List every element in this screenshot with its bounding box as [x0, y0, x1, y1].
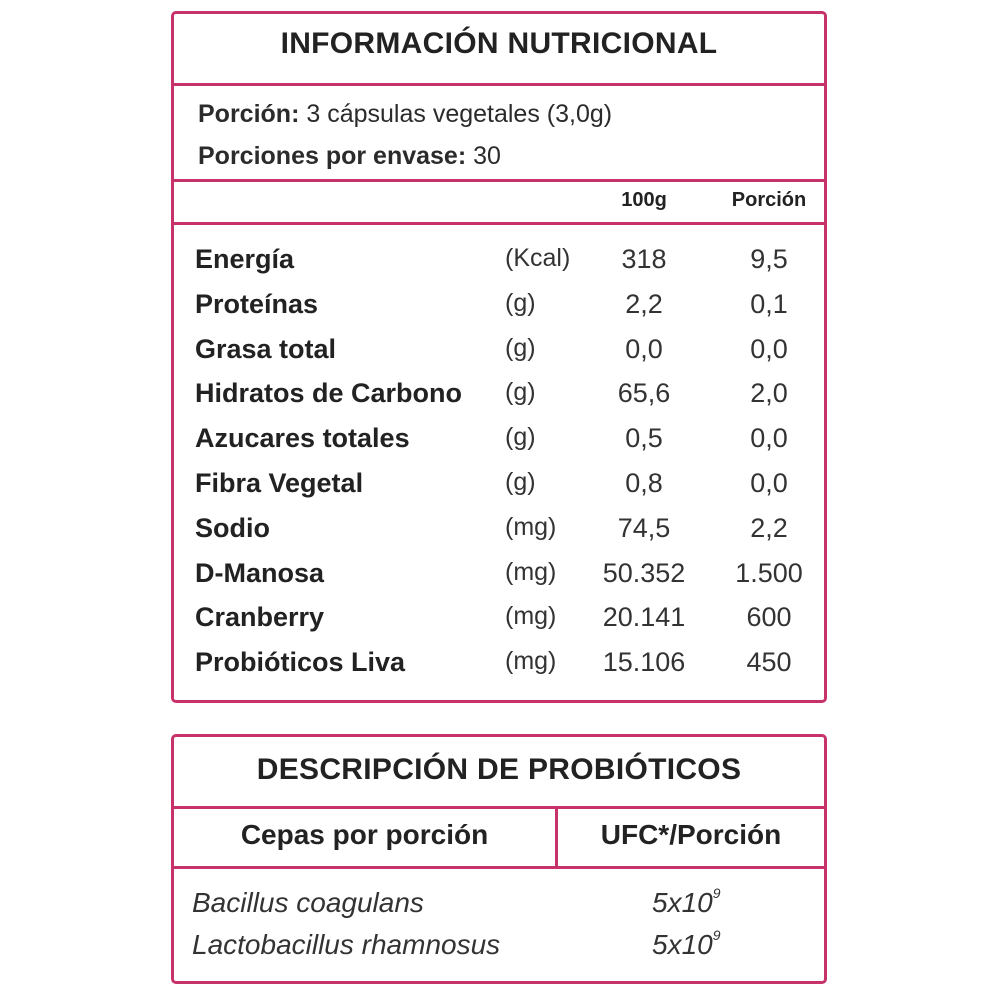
value-per-100g: 15.106	[602, 647, 686, 678]
nutrient-unit: (mg)	[505, 557, 557, 586]
nutrient-row	[174, 423, 824, 467]
column-header-porcion: Porción	[731, 189, 807, 211]
nutrient-name: Probióticos Liva	[195, 647, 406, 678]
nutrient-name: Sodio	[195, 512, 270, 543]
column-header-cepas: Cepas por porción	[240, 819, 489, 850]
nutrient-unit: (g)	[505, 468, 536, 496]
nutrient-name: Fibra Vegetal	[195, 468, 364, 498]
value-per-portion: 0,0	[750, 423, 788, 454]
servings-value: 30	[466, 142, 501, 170]
divider	[174, 179, 824, 182]
serving-label: Porción:	[198, 100, 300, 128]
value-per-100g: 65,6	[617, 378, 671, 409]
nutrient-name: Proteínas	[195, 288, 319, 319]
value-per-portion: 450	[746, 647, 792, 678]
nutrient-name: Cranberry	[195, 602, 325, 633]
nutrient-row	[174, 378, 824, 422]
strain-name: Bacillus coagulans	[192, 887, 424, 918]
value-per-100g: 50.352	[602, 557, 686, 588]
nutrition-facts-panel	[171, 11, 827, 703]
nutrition-title: INFORMACIÓN NUTRICIONAL	[280, 27, 718, 60]
ufc-exponent: 9	[712, 884, 721, 901]
value-per-portion: 2,0	[750, 378, 788, 409]
value-per-100g: 0,5	[625, 423, 663, 454]
value-per-portion: 0,1	[750, 288, 788, 319]
value-per-portion: 0,0	[750, 333, 788, 364]
strain-name: Lactobacillus rhamnosus	[192, 929, 501, 960]
nutrient-unit: (g)	[505, 423, 536, 452]
strain-ufc	[652, 884, 721, 919]
serving-size	[198, 100, 612, 129]
value-per-portion: 0,0	[750, 468, 788, 498]
value-per-100g: 74,5	[617, 512, 671, 543]
nutrient-unit: (g)	[505, 288, 536, 317]
nutrient-unit: (mg)	[505, 647, 557, 676]
nutrient-unit: (g)	[505, 378, 536, 407]
nutrient-row	[174, 602, 824, 646]
probiotics-title: DESCRIPCIÓN DE PROBIÓTICOS	[256, 753, 742, 786]
value-per-portion: 600	[746, 602, 792, 633]
nutrient-row	[174, 334, 824, 378]
divider	[174, 83, 824, 86]
nutrient-unit: (Kcal)	[505, 244, 571, 272]
value-per-portion: 2,2	[750, 512, 788, 543]
nutrient-row	[174, 289, 824, 333]
probiotics-panel	[171, 734, 827, 984]
ufc-exponent: 9	[712, 926, 721, 943]
value-per-100g: 2,2	[625, 288, 663, 319]
nutrient-name: Grasa total	[195, 333, 337, 364]
column-header-ufc: UFC*/Porción	[600, 819, 782, 850]
column-header-100g: 100g	[621, 189, 667, 211]
nutrient-unit: (mg)	[505, 602, 557, 631]
value-per-portion: 9,5	[750, 244, 788, 274]
nutrient-name: Azucares totales	[195, 423, 410, 454]
divider	[174, 222, 824, 225]
divider	[174, 866, 824, 869]
nutrient-unit: (mg)	[505, 512, 557, 541]
nutrient-name: D-Manosa	[195, 557, 325, 588]
ufc-base: 5x10	[652, 929, 713, 960]
servings-label: Porciones por envase:	[198, 142, 467, 170]
strain-ufc	[652, 926, 721, 961]
nutrient-row	[174, 468, 824, 512]
nutrient-row	[174, 244, 824, 288]
nutrient-row	[174, 647, 824, 691]
value-per-100g: 20.141	[602, 602, 686, 633]
ufc-base: 5x10	[652, 887, 713, 918]
value-per-100g: 318	[621, 244, 667, 274]
nutrient-row	[174, 558, 824, 602]
servings-per-container	[198, 142, 501, 171]
nutrient-unit: (g)	[505, 333, 536, 362]
serving-value: 3 cápsulas vegetales (3,0g)	[299, 100, 613, 128]
nutrient-row	[174, 513, 824, 557]
value-per-100g: 0,8	[625, 468, 663, 498]
value-per-100g: 0,0	[625, 333, 663, 364]
divider	[174, 806, 824, 809]
value-per-portion: 1.500	[735, 557, 803, 588]
nutrient-name: Hidratos de Carbono	[195, 378, 463, 409]
nutrient-name: Energía	[195, 244, 295, 274]
